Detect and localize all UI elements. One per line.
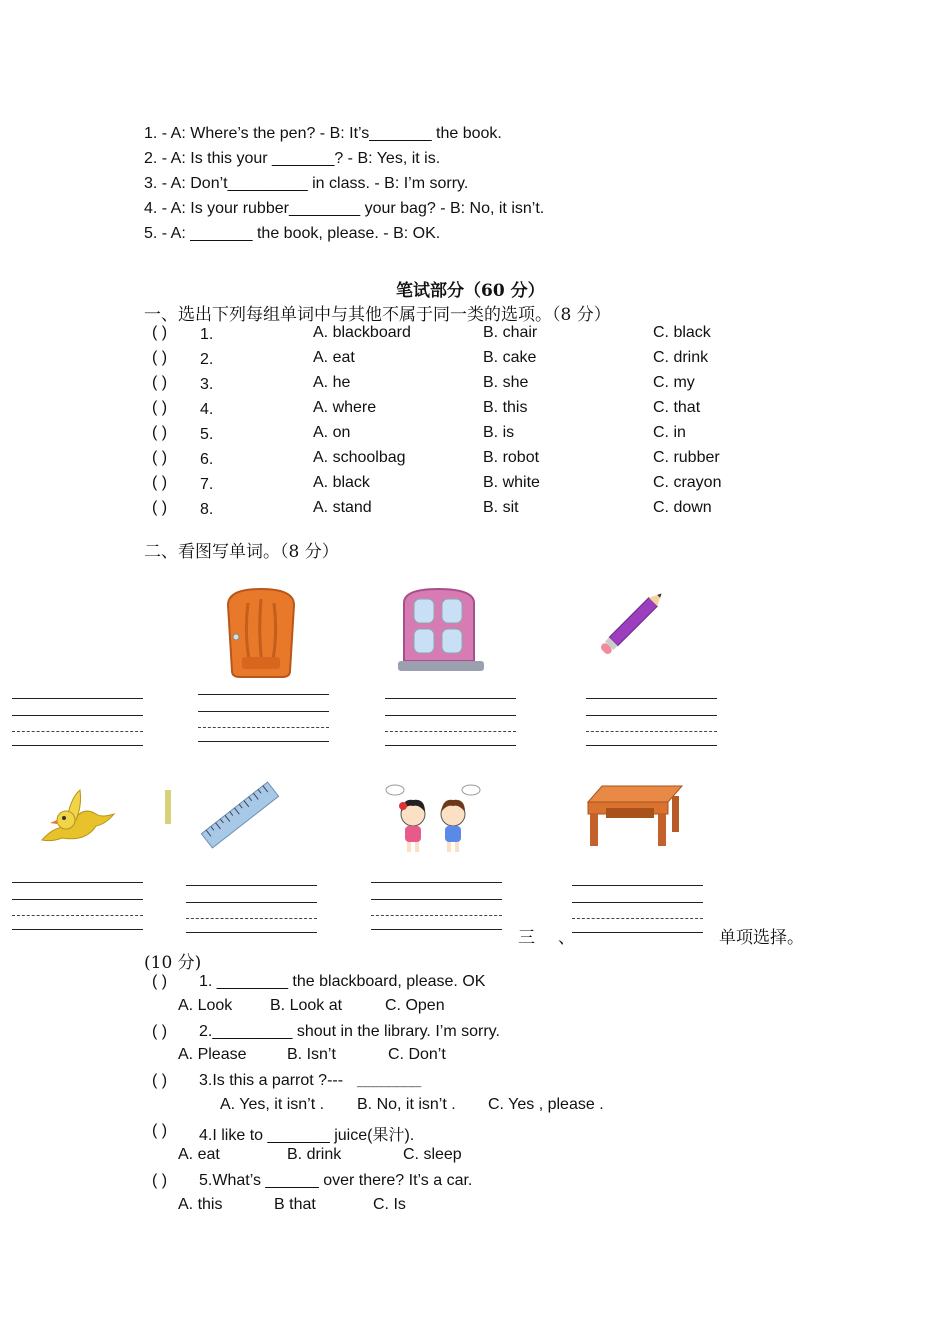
option-b: B. Look at	[270, 997, 343, 1014]
answer-bracket: ( )	[152, 1023, 168, 1040]
question-number: 7.	[200, 476, 214, 493]
answer-bracket: ( )	[152, 1122, 168, 1139]
section3-heading-text: 单项选择。	[719, 928, 804, 948]
section3-heading-sep: 、	[558, 928, 575, 948]
option-b: B. cake	[483, 349, 537, 366]
option-c: C. Is	[373, 1196, 406, 1213]
answer-bracket: ( )	[152, 374, 168, 391]
question-number: 6.	[200, 451, 214, 468]
dialog-4: 4. - A: Is your rubber________ your bag? - B: No, it isn’t.	[144, 200, 545, 217]
dialog-1: 1. - A: Where’s the pen? - B: It’s_______ the book.	[144, 125, 502, 142]
answer-bracket: ( )	[152, 973, 168, 990]
option-a: A. Please	[178, 1046, 247, 1063]
option-c: C. crayon	[653, 474, 722, 491]
option-c: C. drink	[653, 349, 709, 366]
option-b: B. No, it isn’t .	[357, 1096, 456, 1113]
window-picture	[394, 585, 486, 677]
option-b: B. chair	[483, 324, 538, 341]
option-a: A. eat	[178, 1146, 220, 1163]
question-number: 3.	[200, 376, 214, 393]
answer-blank: ________	[357, 1072, 421, 1089]
dialog-2: 2. - A: Is this your _______? - B: Yes, it is.	[144, 150, 441, 167]
answer-bracket: ( )	[152, 474, 168, 491]
option-c: C. down	[653, 499, 712, 516]
question-stem: 5.What’s ______ over there? It’s a car.	[199, 1172, 473, 1189]
option-a: A. eat	[313, 349, 355, 366]
option-b: B. is	[483, 424, 515, 441]
written-part-title: 笔试部分（60 分）	[396, 281, 545, 301]
option-a: A. stand	[313, 499, 372, 516]
option-b: B. she	[483, 374, 529, 391]
children-picture	[383, 782, 485, 858]
option-a: A. on	[313, 424, 351, 441]
option-b: B. drink	[287, 1146, 342, 1163]
answer-bracket: ( )	[152, 424, 168, 441]
option-c: C. Yes , please .	[488, 1096, 604, 1113]
answer-bracket: ( )	[152, 499, 168, 516]
answer-bracket: ( )	[152, 324, 168, 341]
section3-points: (10 分)	[144, 953, 202, 973]
option-b: B. Isn’t	[287, 1046, 336, 1063]
section3-heading-num: 三	[518, 928, 535, 948]
question-stem: 2._________ shout in the library. I’m sorry.	[199, 1023, 500, 1040]
door-picture	[218, 585, 304, 681]
option-b: B. this	[483, 399, 528, 416]
question-number: 4.	[200, 401, 214, 418]
section1-heading: 一、选出下列每组单词中与其他不属于同一类的选项。（8 分）	[144, 305, 611, 325]
option-a: A. schoolbag	[313, 449, 406, 466]
pencil-picture	[596, 588, 662, 664]
question-stem: 3.Is this a parrot ?---	[199, 1072, 344, 1089]
option-b: B. sit	[483, 499, 519, 516]
option-a: A. Yes, it isn’t .	[220, 1096, 325, 1113]
cropped-picture-edge	[165, 790, 171, 824]
answer-bracket: ( )	[152, 349, 168, 366]
dialog-3: 3. - A: Don’t_________ in class. - B: I’m sorry.	[144, 175, 469, 192]
option-b: B that	[274, 1196, 316, 1213]
option-c: C. rubber	[653, 449, 720, 466]
desk-picture	[586, 782, 684, 850]
question-number: 2.	[200, 351, 214, 368]
section2-heading: 二、看图写单词。（8 分）	[144, 542, 339, 562]
question-stem: 4.I like to _______ juice(果汁).	[199, 1127, 415, 1144]
option-c: C. sleep	[403, 1146, 462, 1163]
option-b: B. robot	[483, 449, 540, 466]
question-stem: 1. ________ the blackboard, please. OK	[199, 973, 486, 990]
answer-bracket: ( )	[152, 399, 168, 416]
option-c: C. in	[653, 424, 686, 441]
option-a: A. where	[313, 399, 377, 416]
option-c: C. my	[653, 374, 695, 391]
bird-picture	[36, 784, 118, 850]
dialog-5: 5. - A: _______ the book, please. - B: OK.	[144, 225, 441, 242]
question-number: 1.	[200, 326, 214, 343]
question-number: 8.	[200, 501, 214, 518]
option-c: C. that	[653, 399, 701, 416]
option-a: A. he	[313, 374, 351, 391]
option-b: B. white	[483, 474, 540, 491]
option-c: C. black	[653, 324, 711, 341]
option-c: C. Open	[385, 997, 445, 1014]
ruler-picture	[200, 778, 280, 852]
option-a: A. this	[178, 1196, 223, 1213]
answer-bracket: ( )	[152, 1072, 168, 1089]
option-a: A. black	[313, 474, 370, 491]
option-c: C. Don’t	[388, 1046, 446, 1063]
option-a: A. blackboard	[313, 324, 411, 341]
option-a: A. Look	[178, 997, 233, 1014]
answer-bracket: ( )	[152, 1172, 168, 1189]
question-number: 5.	[200, 426, 214, 443]
answer-bracket: ( )	[152, 449, 168, 466]
